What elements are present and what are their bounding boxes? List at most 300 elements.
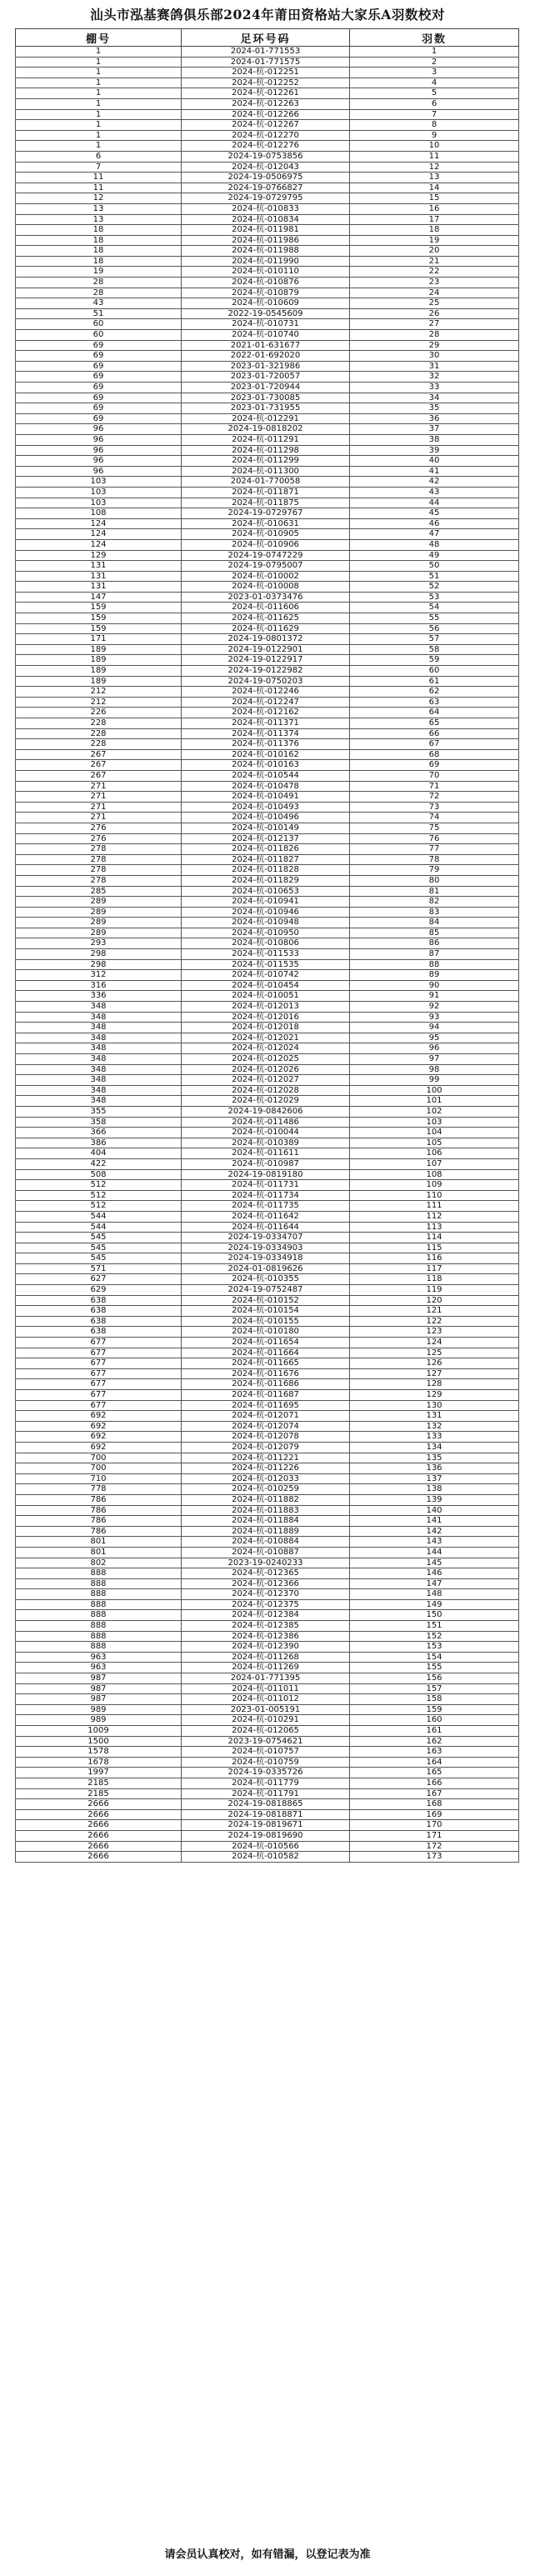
loft-number-cell: 786 xyxy=(16,1526,182,1537)
table-row xyxy=(16,708,519,718)
loft-number-cell: 96 xyxy=(16,424,182,435)
table-row xyxy=(16,907,519,918)
loft-number-cell: 1 xyxy=(16,98,182,109)
table-row xyxy=(16,1211,519,1222)
count-cell: 58 xyxy=(350,644,519,655)
ring-number-cell: 2024-01-771553 xyxy=(182,47,350,58)
count-cell: 8 xyxy=(350,120,519,131)
ring-number-cell: 2024-杭-011268 xyxy=(182,1652,350,1663)
count-cell: 114 xyxy=(350,1233,519,1243)
count-cell: 77 xyxy=(350,844,519,855)
table-row xyxy=(16,1736,519,1747)
ring-number-cell: 2024-杭-010044 xyxy=(182,1128,350,1138)
table-row xyxy=(16,613,519,624)
loft-number-cell: 11 xyxy=(16,183,182,193)
table-row xyxy=(16,802,519,813)
count-cell: 11 xyxy=(350,151,519,162)
ring-number-cell: 2024-19-0506975 xyxy=(182,173,350,183)
ring-number-cell: 2024-杭-010259 xyxy=(182,1484,350,1495)
count-cell: 95 xyxy=(350,1033,519,1043)
loft-number-cell: 677 xyxy=(16,1358,182,1369)
loft-number-cell: 13 xyxy=(16,203,182,214)
count-cell: 4 xyxy=(350,78,519,88)
loft-number-cell: 171 xyxy=(16,634,182,645)
table-row xyxy=(16,1033,519,1043)
loft-number-cell: 888 xyxy=(16,1631,182,1642)
ring-number-cell: 2024-杭-011374 xyxy=(182,728,350,739)
ring-number-cell: 2024-杭-010002 xyxy=(182,571,350,582)
ring-number-cell: 2024-杭-011826 xyxy=(182,844,350,855)
count-cell: 139 xyxy=(350,1494,519,1505)
count-cell: 52 xyxy=(350,582,519,593)
ring-number-cell: 2024-19-0819180 xyxy=(182,1169,350,1180)
count-cell: 169 xyxy=(350,1809,519,1820)
table-row xyxy=(16,792,519,803)
table-row xyxy=(16,47,519,58)
ring-number-cell: 2024-杭-011012 xyxy=(182,1694,350,1705)
loft-number-cell: 276 xyxy=(16,823,182,833)
loft-number-cell: 963 xyxy=(16,1652,182,1663)
table-row xyxy=(16,854,519,865)
ring-number-cell: 2024-杭-010163 xyxy=(182,760,350,771)
table-row xyxy=(16,1295,519,1306)
count-cell: 137 xyxy=(350,1473,519,1484)
count-cell: 84 xyxy=(350,918,519,928)
count-cell: 90 xyxy=(350,980,519,991)
ring-number-cell: 2023-01-321986 xyxy=(182,361,350,372)
table-row xyxy=(16,340,519,351)
table-row xyxy=(16,383,519,393)
table-body xyxy=(16,47,519,1863)
table-row xyxy=(16,141,519,152)
loft-number-cell: 348 xyxy=(16,1023,182,1033)
table-row xyxy=(16,655,519,666)
ring-number-cell: 2024-杭-012025 xyxy=(182,1054,350,1065)
table-row xyxy=(16,88,519,99)
table-row xyxy=(16,539,519,550)
table-row xyxy=(16,1117,519,1128)
loft-number-cell: 801 xyxy=(16,1547,182,1558)
loft-number-cell: 124 xyxy=(16,539,182,550)
count-cell: 5 xyxy=(350,88,519,99)
count-cell: 1 xyxy=(350,47,519,58)
table-row xyxy=(16,634,519,645)
count-cell: 83 xyxy=(350,907,519,918)
count-cell: 26 xyxy=(350,308,519,319)
count-cell: 28 xyxy=(350,330,519,341)
count-cell: 161 xyxy=(350,1726,519,1737)
loft-number-cell: 226 xyxy=(16,708,182,718)
table-row xyxy=(16,1432,519,1443)
footer-note: 请会员认真校对，如有错漏，以登记表为准 xyxy=(164,2548,371,2561)
loft-number-cell: 692 xyxy=(16,1442,182,1453)
ring-number-cell: 2024-杭-012251 xyxy=(182,68,350,78)
count-cell: 98 xyxy=(350,1064,519,1075)
table-row xyxy=(16,288,519,298)
count-cell: 131 xyxy=(350,1411,519,1422)
loft-number-cell: 2666 xyxy=(16,1852,182,1863)
loft-number-cell: 131 xyxy=(16,561,182,572)
table-row xyxy=(16,813,519,823)
ring-number-cell: 2024-杭-012366 xyxy=(182,1578,350,1589)
ring-number-cell: 2024-杭-012079 xyxy=(182,1442,350,1453)
ring-number-cell: 2024-杭-011884 xyxy=(182,1516,350,1527)
table-row xyxy=(16,518,519,529)
ring-number-cell: 2024-杭-012016 xyxy=(182,1012,350,1023)
loft-number-cell: 1009 xyxy=(16,1726,182,1737)
loft-number-cell: 189 xyxy=(16,655,182,666)
loft-number-cell: 2666 xyxy=(16,1820,182,1831)
count-cell: 129 xyxy=(350,1390,519,1401)
count-cell: 115 xyxy=(350,1243,519,1253)
table-row xyxy=(16,1788,519,1799)
count-cell: 171 xyxy=(350,1830,519,1841)
loft-number-cell: 692 xyxy=(16,1432,182,1443)
ring-number-cell: 2024-杭-011625 xyxy=(182,613,350,624)
loft-number-cell: 6 xyxy=(16,151,182,162)
ring-number-cell: 2024-01-771395 xyxy=(182,1673,350,1684)
loft-number-cell: 289 xyxy=(16,907,182,918)
table-row xyxy=(16,644,519,655)
loft-number-cell: 677 xyxy=(16,1379,182,1390)
loft-number-cell: 69 xyxy=(16,351,182,362)
ring-number-cell: 2023-19-0240233 xyxy=(182,1558,350,1568)
count-cell: 173 xyxy=(350,1852,519,1863)
table-row xyxy=(16,1547,519,1558)
ring-number-cell: 2024-杭-011735 xyxy=(182,1201,350,1212)
table-row xyxy=(16,1368,519,1379)
table-row xyxy=(16,697,519,708)
table-row xyxy=(16,1453,519,1463)
loft-number-cell: 1 xyxy=(16,78,182,88)
count-cell: 10 xyxy=(350,141,519,152)
count-cell: 44 xyxy=(350,498,519,508)
ring-number-cell: 2024-19-0334707 xyxy=(182,1233,350,1243)
table-row xyxy=(16,120,519,131)
loft-number-cell: 103 xyxy=(16,477,182,488)
count-cell: 9 xyxy=(350,130,519,141)
ring-number-cell: 2024-杭-011791 xyxy=(182,1788,350,1799)
loft-number-cell: 18 xyxy=(16,235,182,246)
table-row xyxy=(16,949,519,960)
table-row xyxy=(16,1306,519,1317)
table-row xyxy=(16,298,519,309)
count-cell: 126 xyxy=(350,1358,519,1369)
ring-number-cell: 2024-杭-011889 xyxy=(182,1526,350,1537)
count-cell: 33 xyxy=(350,383,519,393)
ring-number-cell: 2024-杭-011986 xyxy=(182,235,350,246)
table-row xyxy=(16,1390,519,1401)
loft-number-cell: 2666 xyxy=(16,1809,182,1820)
table-row xyxy=(16,1463,519,1474)
count-cell: 167 xyxy=(350,1788,519,1799)
table-row xyxy=(16,1663,519,1673)
loft-number-cell: 512 xyxy=(16,1190,182,1201)
loft-number-cell: 638 xyxy=(16,1306,182,1317)
ring-number-cell: 2024-杭-011828 xyxy=(182,865,350,876)
table-row xyxy=(16,582,519,593)
ring-number-cell: 2024-杭-010162 xyxy=(182,749,350,760)
loft-number-cell: 267 xyxy=(16,749,182,760)
count-cell: 78 xyxy=(350,854,519,865)
ring-number-cell: 2024-杭-011533 xyxy=(182,949,350,960)
count-cell: 130 xyxy=(350,1400,519,1411)
count-cell: 144 xyxy=(350,1547,519,1558)
ring-number-cell: 2024-杭-010493 xyxy=(182,802,350,813)
table-row xyxy=(16,487,519,498)
table-row xyxy=(16,445,519,456)
table-row xyxy=(16,1473,519,1484)
loft-number-cell: 1 xyxy=(16,47,182,58)
count-cell: 152 xyxy=(350,1631,519,1642)
table-row xyxy=(16,1537,519,1548)
table-row xyxy=(16,886,519,897)
ring-number-cell: 2024-19-0747229 xyxy=(182,550,350,561)
loft-number-cell: 987 xyxy=(16,1673,182,1684)
ring-number-cell: 2024-杭-010154 xyxy=(182,1306,350,1317)
loft-number-cell: 348 xyxy=(16,1033,182,1043)
table-row xyxy=(16,1148,519,1159)
loft-number-cell: 1 xyxy=(16,130,182,141)
table-row xyxy=(16,592,519,603)
count-cell: 104 xyxy=(350,1128,519,1138)
loft-number-cell: 278 xyxy=(16,875,182,886)
table-row xyxy=(16,498,519,508)
table-row xyxy=(16,278,519,288)
ring-number-cell: 2024-杭-011981 xyxy=(182,225,350,236)
count-cell: 7 xyxy=(350,109,519,120)
ring-number-cell: 2024-杭-010008 xyxy=(182,582,350,593)
table-row xyxy=(16,109,519,120)
count-cell: 68 xyxy=(350,749,519,760)
loft-number-cell: 276 xyxy=(16,833,182,844)
count-cell: 96 xyxy=(350,1043,519,1054)
table-row xyxy=(16,1285,519,1296)
ring-number-cell: 2024-19-0818865 xyxy=(182,1799,350,1810)
table-row xyxy=(16,1809,519,1820)
count-cell: 74 xyxy=(350,813,519,823)
loft-number-cell: 159 xyxy=(16,603,182,613)
ring-number-cell: 2024-杭-012013 xyxy=(182,1002,350,1013)
table-row xyxy=(16,739,519,750)
count-cell: 127 xyxy=(350,1368,519,1379)
table-row xyxy=(16,98,519,109)
loft-number-cell: 348 xyxy=(16,1043,182,1054)
loft-number-cell: 544 xyxy=(16,1211,182,1222)
table-row xyxy=(16,1610,519,1621)
ring-number-cell: 2024-杭-012018 xyxy=(182,1023,350,1033)
ring-number-cell: 2024-杭-011695 xyxy=(182,1400,350,1411)
header-row xyxy=(16,29,519,47)
table-row xyxy=(16,225,519,236)
count-cell: 119 xyxy=(350,1285,519,1296)
ring-number-cell: 2024-杭-010389 xyxy=(182,1138,350,1148)
table-row xyxy=(16,246,519,257)
loft-number-cell: 60 xyxy=(16,330,182,341)
loft-number-cell: 228 xyxy=(16,718,182,729)
ring-number-cell: 2024-杭-012291 xyxy=(182,413,350,424)
table-row xyxy=(16,1043,519,1054)
count-cell: 49 xyxy=(350,550,519,561)
count-cell: 67 xyxy=(350,739,519,750)
ring-number-cell: 2024-杭-010355 xyxy=(182,1274,350,1285)
count-cell: 93 xyxy=(350,1012,519,1023)
ring-number-cell: 2024-杭-011734 xyxy=(182,1190,350,1201)
count-cell: 70 xyxy=(350,770,519,781)
ring-number-cell: 2024-杭-010759 xyxy=(182,1757,350,1768)
count-cell: 55 xyxy=(350,613,519,624)
loft-number-cell: 700 xyxy=(16,1463,182,1474)
loft-number-cell: 512 xyxy=(16,1201,182,1212)
table-row xyxy=(16,1505,519,1516)
loft-number-cell: 2666 xyxy=(16,1799,182,1810)
loft-number-cell: 69 xyxy=(16,393,182,403)
ring-number-cell: 2024-杭-010905 xyxy=(182,529,350,540)
loft-number-cell: 13 xyxy=(16,214,182,225)
table-row xyxy=(16,1138,519,1148)
ring-number-cell: 2024-19-0334903 xyxy=(182,1243,350,1253)
ring-number-cell: 2024-杭-011299 xyxy=(182,456,350,467)
ring-number-cell: 2023-19-0754621 xyxy=(182,1736,350,1747)
loft-number-cell: 710 xyxy=(16,1473,182,1484)
table-row xyxy=(16,760,519,771)
ring-number-cell: 2024-杭-011486 xyxy=(182,1117,350,1128)
count-cell: 46 xyxy=(350,518,519,529)
loft-number-cell: 348 xyxy=(16,1075,182,1086)
count-cell: 36 xyxy=(350,413,519,424)
table-row xyxy=(16,1631,519,1642)
ring-number-cell: 2024-杭-011226 xyxy=(182,1463,350,1474)
count-cell: 51 xyxy=(350,571,519,582)
table-row xyxy=(16,1484,519,1495)
ring-number-cell: 2024-19-0766827 xyxy=(182,183,350,193)
count-cell: 79 xyxy=(350,865,519,876)
loft-number-cell: 888 xyxy=(16,1610,182,1621)
ring-number-cell: 2024-杭-012033 xyxy=(182,1473,350,1484)
count-cell: 64 xyxy=(350,708,519,718)
table-row xyxy=(16,1726,519,1737)
ring-number-cell: 2024-杭-010566 xyxy=(182,1841,350,1852)
ring-number-cell: 2024-杭-011664 xyxy=(182,1348,350,1358)
table-row xyxy=(16,1190,519,1201)
ring-number-cell: 2024-19-0729795 xyxy=(182,193,350,204)
ring-number-cell: 2024-杭-012021 xyxy=(182,1033,350,1043)
count-cell: 21 xyxy=(350,256,519,267)
table-row xyxy=(16,1358,519,1369)
count-cell: 132 xyxy=(350,1421,519,1432)
loft-number-cell: 627 xyxy=(16,1274,182,1285)
table-row xyxy=(16,1222,519,1233)
count-cell: 17 xyxy=(350,214,519,225)
ring-number-cell: 2024-杭-012270 xyxy=(182,130,350,141)
table-row xyxy=(16,687,519,698)
ring-number-cell: 2024-杭-010887 xyxy=(182,1547,350,1558)
ring-number-cell: 2023-01-005191 xyxy=(182,1704,350,1715)
loft-number-cell: 69 xyxy=(16,361,182,372)
table-row xyxy=(16,1169,519,1180)
loft-number-cell: 1 xyxy=(16,68,182,78)
ring-number-cell: 2024-杭-010582 xyxy=(182,1852,350,1863)
table-row xyxy=(16,214,519,225)
table-row xyxy=(16,1621,519,1632)
count-cell: 48 xyxy=(350,539,519,550)
ring-number-cell: 2024-19-0122982 xyxy=(182,666,350,677)
loft-number-cell: 124 xyxy=(16,529,182,540)
count-cell: 16 xyxy=(350,203,519,214)
loft-number-cell: 28 xyxy=(16,278,182,288)
count-cell: 2 xyxy=(350,57,519,68)
count-cell: 29 xyxy=(350,340,519,351)
count-cell: 54 xyxy=(350,603,519,613)
loft-number-cell: 12 xyxy=(16,193,182,204)
loft-number-cell: 348 xyxy=(16,1064,182,1075)
count-cell: 117 xyxy=(350,1263,519,1274)
count-cell: 153 xyxy=(350,1642,519,1653)
table-row xyxy=(16,1023,519,1033)
table-row xyxy=(16,1704,519,1715)
table-row xyxy=(16,1338,519,1348)
loft-number-cell: 267 xyxy=(16,760,182,771)
loft-number-cell: 2185 xyxy=(16,1778,182,1788)
count-cell: 156 xyxy=(350,1673,519,1684)
loft-number-cell: 312 xyxy=(16,970,182,981)
count-cell: 39 xyxy=(350,445,519,456)
count-cell: 53 xyxy=(350,592,519,603)
table-row xyxy=(16,1715,519,1726)
table-row xyxy=(16,1064,519,1075)
ring-number-cell: 2024-杭-012375 xyxy=(182,1599,350,1610)
count-cell: 73 xyxy=(350,802,519,813)
loft-number-cell: 987 xyxy=(16,1683,182,1694)
table-row xyxy=(16,1263,519,1274)
count-cell: 155 xyxy=(350,1663,519,1673)
count-cell: 34 xyxy=(350,393,519,403)
table-row xyxy=(16,1694,519,1705)
loft-number-cell: 278 xyxy=(16,854,182,865)
table-row xyxy=(16,477,519,488)
table-row xyxy=(16,1012,519,1023)
table-row xyxy=(16,676,519,687)
loft-number-cell: 108 xyxy=(16,508,182,519)
table-row xyxy=(16,267,519,278)
table-row xyxy=(16,770,519,781)
count-cell: 118 xyxy=(350,1274,519,1285)
ring-number-cell: 2024-杭-011654 xyxy=(182,1338,350,1348)
count-cell: 27 xyxy=(350,319,519,330)
table-row xyxy=(16,918,519,928)
count-cell: 172 xyxy=(350,1841,519,1852)
count-cell: 163 xyxy=(350,1747,519,1758)
count-cell: 66 xyxy=(350,728,519,739)
ring-number-cell: 2024-01-770058 xyxy=(182,477,350,488)
loft-number-cell: 293 xyxy=(16,938,182,949)
count-cell: 110 xyxy=(350,1190,519,1201)
loft-number-cell: 545 xyxy=(16,1253,182,1264)
loft-number-cell: 103 xyxy=(16,487,182,498)
loft-number-cell: 124 xyxy=(16,518,182,529)
ring-number-cell: 2024-杭-010149 xyxy=(182,823,350,833)
ring-number-cell: 2024-19-0335726 xyxy=(182,1768,350,1778)
ring-number-cell: 2024-杭-012043 xyxy=(182,162,350,173)
count-cell: 107 xyxy=(350,1158,519,1169)
table-row xyxy=(16,1673,519,1684)
ring-number-cell: 2024-杭-010740 xyxy=(182,330,350,341)
table-row xyxy=(16,1830,519,1841)
loft-number-cell: 271 xyxy=(16,792,182,803)
table-row xyxy=(16,938,519,949)
loft-number-cell: 96 xyxy=(16,466,182,477)
table-row xyxy=(16,1820,519,1831)
